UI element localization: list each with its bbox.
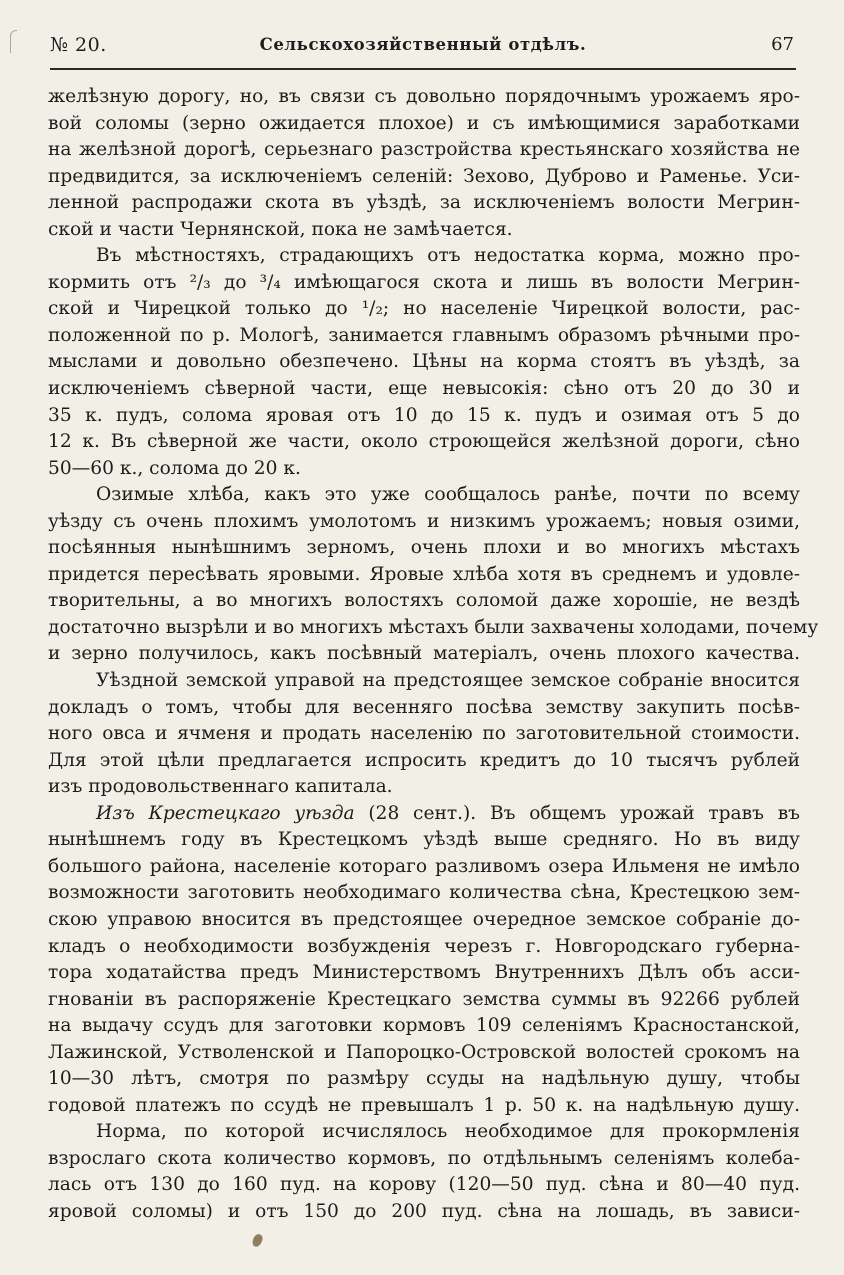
text-line: предвидится, за исключеніемъ селеній: Зехово, Дуброво и Раменье. Уси-: [48, 165, 800, 187]
text-line: исключеніемъ сѣверной части, еще невысокія: сѣно отъ 20 до 30 и: [48, 378, 800, 400]
text-line: Озимые хлѣба, какъ это уже сообщалось ранѣе, почти по всему: [96, 484, 800, 506]
text-line: на выдачу ссудъ для заготовки кормовъ 109 селеніямъ Красностанской,: [48, 1015, 800, 1037]
text-line: достаточно вызрѣли и во многихъ мѣстахъ были захвачены холодами, почему: [48, 616, 819, 638]
text-line: 50—60 к., солома до 20 к.: [48, 457, 301, 479]
text-line: желѣзную дорогу, но, въ связи съ довольно порядочнымъ урожаемъ яро-: [48, 86, 800, 107]
text-line: изъ продовольственнаго капитала.: [48, 776, 393, 798]
text-line: ской и части Чернянской, пока не замѣчается.: [48, 218, 513, 240]
text-line: посѣянныя нынѣшнимъ зерномъ, очень плохи и во многихъ мѣстахъ: [48, 537, 800, 559]
text-line: Норма, по которой исчислялось необходимое для прокормленія: [96, 1121, 800, 1143]
text-line: и зерно получилось, какъ посѣвный матеріалъ, очень плохого качества.: [48, 643, 800, 665]
text-line: гнованіи въ распоряженіе Крестецкаго земства суммы въ 92266 рублей: [48, 988, 800, 1010]
text-line: придется пересѣвать яровыми. Яровые хлѣба хотя въ среднемъ и удовле-: [48, 563, 800, 585]
text-line: [48, 801, 800, 828]
running-header: [50, 28, 796, 70]
text-line: Уѣздной земской управой на предстоящее земское собраніе вносится: [96, 670, 800, 692]
text-line: Для этой цѣли предлагается испросить кредитъ до 10 тысячъ рублей: [48, 749, 800, 771]
text-line: положенной по р. Мологѣ, занимается главнымъ образомъ рѣчными про-: [48, 324, 800, 346]
text-line: возможности заготовить необходимаго количества сѣна, Крестецкою зем-: [48, 882, 800, 904]
text-line: взрослаго скота количество кормовъ, по отдѣльнымъ селеніямъ колеба-: [48, 1147, 800, 1169]
text-line: ской и Чирецкой только до ¹/₂; но населеніе Чирецкой волости, рас-: [48, 298, 800, 320]
text-line: ленной распродажи скота въ уѣздѣ, за исключеніемъ волости Мегрин-: [48, 192, 800, 214]
text-line: вой соломы (зерно ожидается плохое) и съ имѣющимися заработками: [48, 112, 800, 134]
text-line: 35 к. пудъ, солома яровая отъ 10 до 15 к. пудъ и озимая отъ 5 до: [48, 404, 800, 426]
text-line: нынѣшнемъ году въ Крестецкомъ уѣздѣ выше средняго. Но въ виду: [48, 829, 800, 851]
text-line: тора ходатайства предъ Министерствомъ Внутреннихъ Дѣлъ объ асси-: [48, 962, 800, 984]
text-line: 10—30 лѣтъ, смотря по размѣру ссуды на надѣльную душу, чтобы: [48, 1068, 800, 1090]
text-line: на желѣзной дорогѣ, серьезнаго разстройства крестьянскаго хозяйства не: [48, 139, 800, 161]
text-line: уѣзду съ очень плохимъ умолотомъ и низкимъ урожаемъ; новыя озими,: [48, 510, 800, 532]
ink-blot: [251, 1233, 264, 1248]
uezd-heading: Изъ Крестецкаго уѣзда: [96, 802, 355, 824]
section-title: Сельскохозяйственный отдѣлъ.: [259, 35, 587, 54]
text-line: докладъ о томъ, чтобы для весенняго посѣва земству закупить посѣв-: [48, 696, 800, 718]
text-line: Лажинской, Устволенской и Папороцко-Островской волостей срокомъ на: [48, 1041, 800, 1063]
text-line: скою управою вносится въ предстоящее очередное земское собраніе до-: [48, 908, 800, 930]
text-line: кормить отъ ²/₃ до ³/₄ имѣющагося скота и лишь въ волости Мегрин-: [48, 271, 800, 293]
text-line: лась отъ 130 до 160 пуд. на корову (120—50 пуд. сѣна и 80—40 пуд.: [48, 1174, 800, 1196]
text-line: 12 к. Въ сѣверной же части, около строющейся желѣзной дороги, сѣно: [48, 431, 800, 453]
text-line: ного овса и ячменя и продать населенію по заготовительной стоимости.: [48, 723, 800, 745]
text-line: кладъ о необходимости возбужденія черезъ г. Новгородскаго губерна-: [48, 935, 800, 957]
text-line: яровой соломы) и отъ 150 до 200 пуд. сѣна на лошадь, въ зависи-: [48, 1200, 800, 1222]
issue-number: № 20.: [50, 34, 107, 56]
text-line: творительны, а во многихъ волостяхъ соломой даже хорошіе, не вездѣ: [48, 590, 800, 612]
margin-pencil-mark: [10, 30, 17, 53]
article-body: [48, 84, 819, 1226]
page-number: 67: [771, 34, 794, 55]
text-line: годовой платежъ по ссудѣ не превышалъ 1 р. 50 к. на надѣльную душу.: [48, 1094, 800, 1116]
text-run: (28 сент.). Въ общемъ урожай травъ въ: [354, 802, 800, 824]
text-line: большого района, населеніе котораго разливомъ озера Ильменя не имѣло: [48, 855, 800, 877]
text-line: мыслами и довольно обезпечено. Цѣны на корма стоятъ въ уѣздѣ, за: [48, 351, 800, 373]
text-line: Въ мѣстностяхъ, страдающихъ отъ недостатка корма, можно про-: [96, 245, 800, 267]
